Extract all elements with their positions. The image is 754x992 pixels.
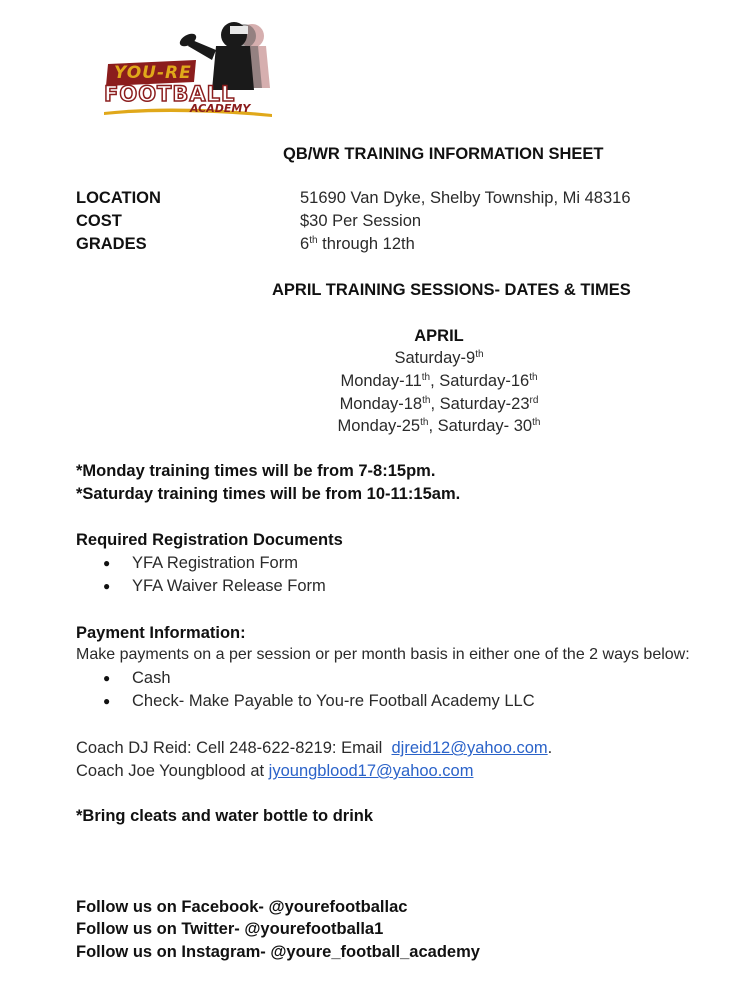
logo-line2: FOOTBALL <box>104 82 236 106</box>
social-instagram: Follow us on Instagram- @youre_football_academy <box>76 943 480 961</box>
cost-label: COST <box>76 212 122 230</box>
page-title: QB/WR TRAINING INFORMATION SHEET <box>283 145 604 163</box>
payment-item: Check- Make Payable to You-re Football Academy LLC <box>132 692 535 710</box>
logo-line3: ACADEMY <box>190 102 251 115</box>
bullet-icon: ● <box>103 579 111 593</box>
bullet-icon: ● <box>103 671 111 685</box>
registration-heading: Required Registration Documents <box>76 531 343 549</box>
bring-note: *Bring cleats and water bottle to drink <box>76 807 374 825</box>
registration-item: YFA Waiver Release Form <box>132 577 326 595</box>
grades-value: 6th through 12th <box>300 235 415 253</box>
monday-times: *Monday training times will be from 7-8:15pm. <box>76 462 436 480</box>
sessions-heading: APRIL TRAINING SESSIONS- DATES & TIMES <box>272 281 631 299</box>
date-line-1: Saturday-9th <box>394 349 484 367</box>
social-facebook: Follow us on Facebook- @yourefootballac <box>76 898 408 916</box>
bullet-icon: ● <box>103 556 111 570</box>
logo-line1: YOU-RE <box>114 63 192 83</box>
location-value: 51690 Van Dyke, Shelby Township, Mi 48316 <box>300 189 631 207</box>
grades-label: GRADES <box>76 235 147 253</box>
contact-youngblood: Coach Joe Youngblood at jyoungblood17@yahoo.com <box>76 762 474 780</box>
cost-value: $30 Per Session <box>300 212 422 230</box>
location-label: LOCATION <box>76 189 161 207</box>
contact-reid: Coach DJ Reid: Cell 248-622-8219: Email djreid12@yahoo.com. <box>76 739 553 757</box>
payment-heading: Payment Information: <box>76 624 246 642</box>
date-line-2: Monday-11th, Saturday-16th <box>340 372 538 390</box>
social-twitter: Follow us on Twitter- @yourefootballa1 <box>76 920 384 938</box>
date-line-3: Monday-18th, Saturday-23rd <box>339 395 539 413</box>
payment-description: Make payments on a per session or per month basis in either one of the 2 ways below: <box>76 646 690 663</box>
reid-email-link[interactable]: djreid12@yahoo.com <box>391 739 548 757</box>
date-line-4: Monday-25th, Saturday- 30th <box>337 417 541 435</box>
month-heading: APRIL <box>414 327 464 345</box>
registration-item: YFA Registration Form <box>132 554 298 572</box>
youngblood-email-link[interactable]: jyoungblood17@yahoo.com <box>268 762 474 780</box>
bullet-icon: ● <box>103 694 111 708</box>
saturday-times: *Saturday training times will be from 10-11:15am. <box>76 485 461 503</box>
academy-logo <box>104 16 276 120</box>
payment-item: Cash <box>132 669 171 687</box>
